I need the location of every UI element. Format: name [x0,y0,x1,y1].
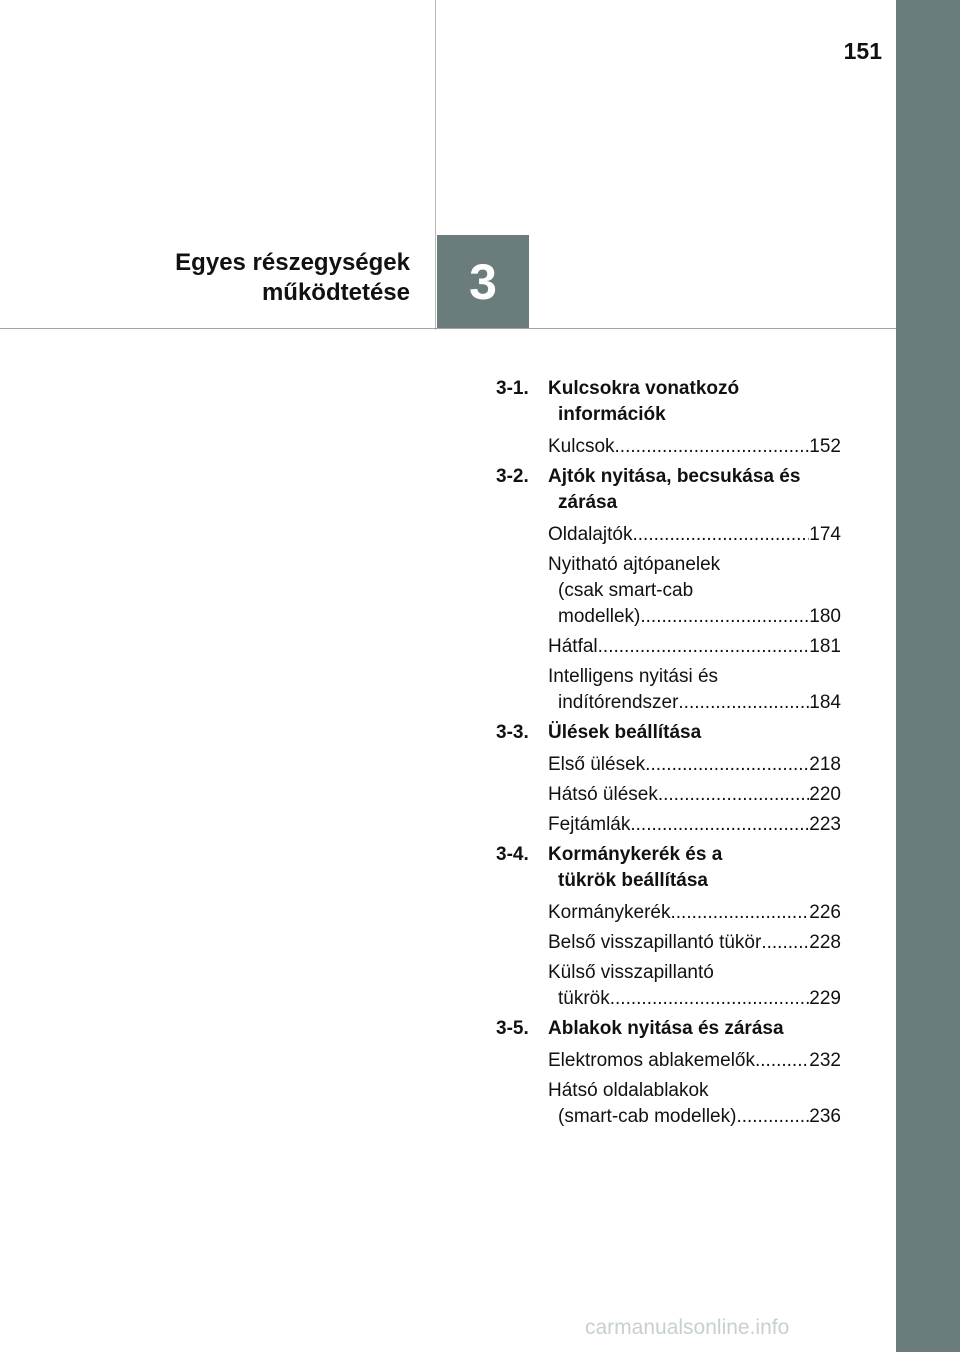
toc-entry[interactable] [548,634,841,660]
dot-leader [645,752,809,778]
side-chapter-tab [896,0,960,1352]
section-title [548,376,841,428]
entry-leader-row [548,634,841,660]
toc-entry[interactable] [548,1048,841,1074]
entry-leader-row [548,752,841,778]
entry-page-number: 220 [809,784,841,805]
toc-entry[interactable] [548,664,841,716]
toc-entry[interactable] [548,752,841,778]
entry-page-number: 181 [809,636,841,657]
section-title-line: tükrök beállítása [558,870,708,891]
entry-title-line: Hátsó ülések [548,784,658,805]
entry-page-number: 236 [809,1106,841,1127]
toc-entry[interactable] [548,960,841,1012]
entry-leader-row [548,1104,841,1130]
entry-title-line: Hátfal [548,636,598,657]
entry-leader-row [548,690,841,716]
chapter-title-line: Egyes részegységek [175,249,410,276]
entry-title-line: Oldalajtók [548,524,633,545]
entry-title-line: (csak smart-cab [558,580,694,601]
entry-leader-row [548,1048,841,1074]
section-title-line: Kormánykerék és a [548,844,723,865]
dot-leader [610,986,810,1012]
toc-entry[interactable] [548,552,841,630]
entry-leader-row [548,930,841,956]
entry-title-line: Kulcsok [548,436,615,457]
horizontal-divider [0,328,896,329]
entry-page-number: 228 [809,932,841,953]
section-number: 3-4. [496,844,529,865]
entry-title-line: Elektromos ablakemelők [548,1050,755,1071]
toc-entry[interactable] [548,812,841,838]
toc-entry[interactable] [548,1078,841,1130]
entry-title-line: Első ülések [548,754,646,775]
page-number: 151 [843,38,882,64]
entry-title-line: Belső visszapillantó tükör [548,932,762,953]
dot-leader [736,1104,809,1130]
chapter-title [60,248,410,308]
section-number: 3-2. [496,466,529,487]
section-title-line: Ablakok nyitása és zárása [548,1018,784,1039]
entry-leader-row [548,986,841,1012]
entry-title-line: (smart-cab modellek) [558,1106,737,1127]
entry-leader-row [548,812,841,838]
dot-leader [671,900,810,926]
toc-section-heading[interactable] [496,720,841,746]
dot-leader [678,690,809,716]
entry-page-number: 223 [809,814,841,835]
entry-title-line: Fejtámlák [548,814,631,835]
toc-section-heading[interactable] [496,376,841,428]
entry-page-number: 232 [809,1050,841,1071]
section-title [548,720,841,746]
dot-leader [755,1048,809,1074]
section-title [548,464,841,516]
entry-page-number: 180 [809,606,841,627]
table-of-contents [496,376,841,1134]
entry-leader-row [548,900,841,926]
section-number: 3-1. [496,378,529,399]
entry-page-number: 229 [809,988,841,1009]
section-title [548,1016,841,1042]
section-title [548,842,841,894]
entry-leader-row [548,434,841,460]
section-title-line: Kulcsokra vonatkozó [548,378,740,399]
entry-title-line: indítórendszer [558,692,679,713]
chapter-title-line: működtetése [261,279,410,306]
entry-title-line: Kormánykerék [548,902,671,923]
toc-entry[interactable] [548,522,841,548]
entry-title-line: tükrök [558,988,610,1009]
toc-section-heading[interactable] [496,464,841,516]
entry-page-number: 218 [809,754,841,775]
toc-section-heading[interactable] [496,842,841,894]
entry-leader-row [548,782,841,808]
entry-page-number: 152 [809,436,841,457]
toc-entry[interactable] [548,930,841,956]
entry-title-line: modellek) [558,606,641,627]
dot-leader [615,434,810,460]
section-title-line: Ajtók nyitása, becsukása és [548,466,801,487]
entry-page-number: 184 [809,692,841,713]
dot-leader [633,522,810,548]
toc-entry[interactable] [548,900,841,926]
dot-leader [658,782,809,808]
toc-entry[interactable] [548,782,841,808]
toc-section-heading[interactable] [496,1016,841,1042]
section-number: 3-3. [496,722,529,743]
entry-leader-row [548,604,841,630]
dot-leader [640,604,809,630]
section-title-line: zárása [558,492,618,513]
vertical-divider [435,0,436,330]
dot-leader [598,634,810,660]
entry-title-line: Külső visszapillantó [548,962,714,983]
entry-leader-row [548,522,841,548]
section-title-line: információk [558,404,666,425]
watermark: carmanualsonline.info [585,1316,790,1339]
section-number: 3-5. [496,1018,529,1039]
dot-leader [630,812,809,838]
dot-leader [761,930,809,956]
section-title-line: Ülések beállítása [548,722,702,743]
chapter-number-badge: 3 [437,235,529,328]
entry-title-line: Hátsó oldalablakok [548,1080,709,1101]
toc-entry[interactable] [548,434,841,460]
entry-title-line: Nyitható ajtópanelek [548,554,721,575]
entry-page-number: 174 [809,524,841,545]
entry-page-number: 226 [809,902,841,923]
entry-title-line: Intelligens nyitási és [548,666,719,687]
